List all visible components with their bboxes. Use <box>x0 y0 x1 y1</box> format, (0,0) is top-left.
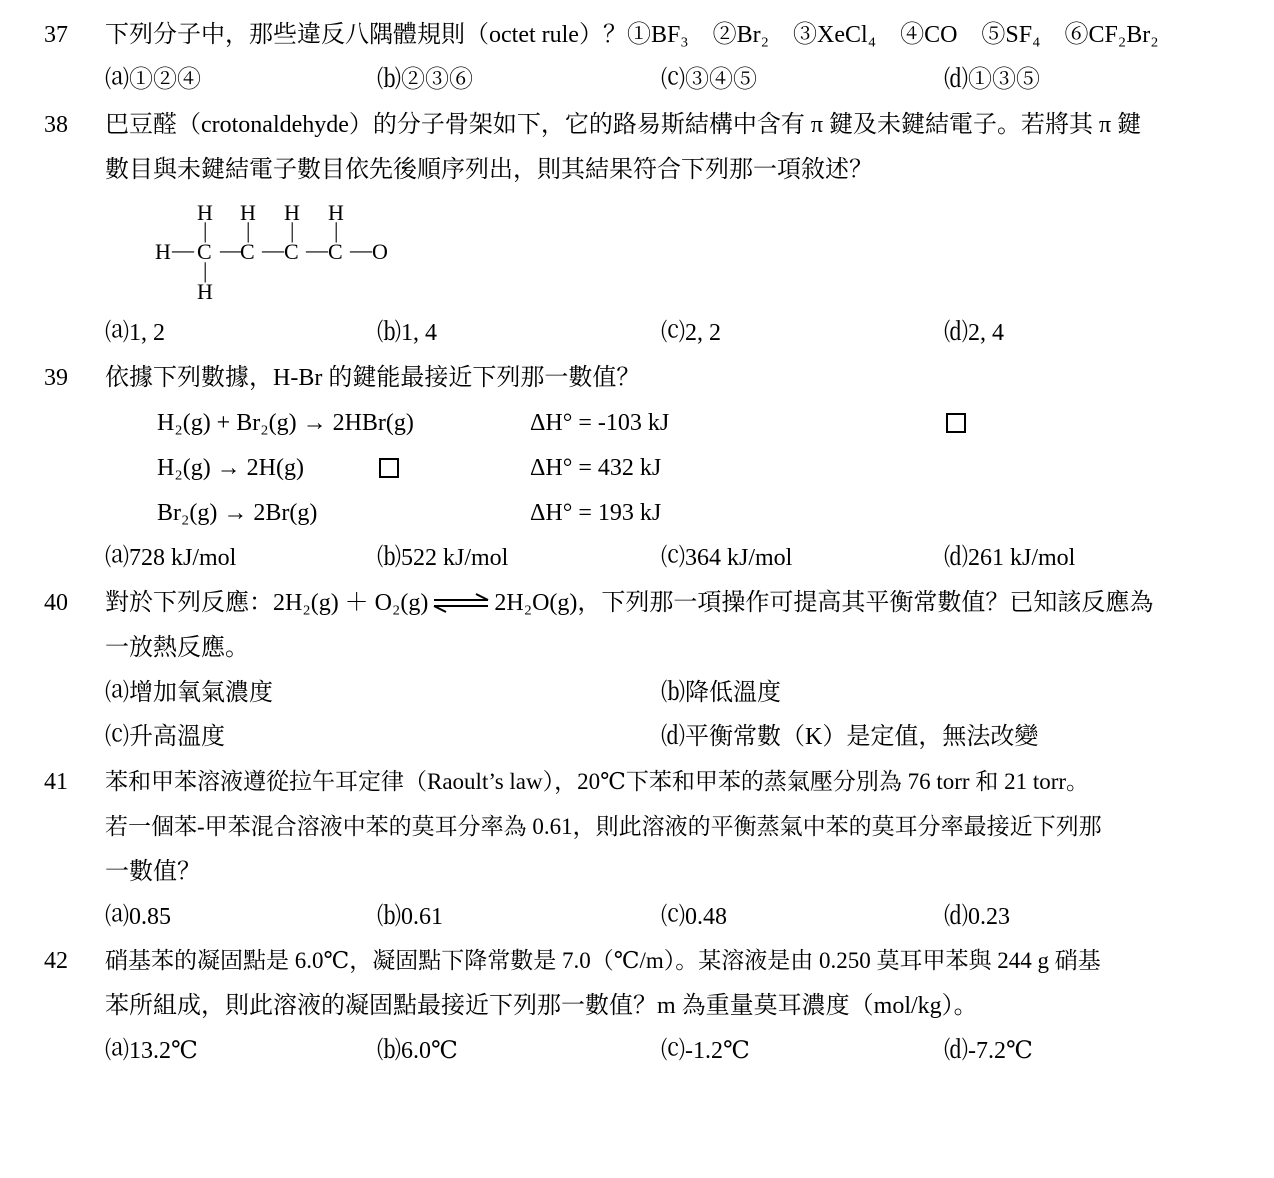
option-a: ⒜1, 2 <box>105 320 165 346</box>
hydrogen-atom: H <box>197 200 213 225</box>
question-text: 一數值？ <box>105 859 201 885</box>
option-c: ⒞-1.2℃ <box>661 1038 750 1064</box>
option-b: ⒝1, 4 <box>377 320 437 346</box>
option-a: ⒜0.85 <box>105 904 171 930</box>
single-bond: — <box>306 237 328 262</box>
carbon-atom: C <box>284 239 299 264</box>
option-d: ⒟平衡常數（K）是定值，無法改變 <box>661 724 1039 750</box>
option-c: ⒞0.48 <box>661 904 727 930</box>
option-c: ⒞③④⑤ <box>661 67 757 93</box>
single-bond: — <box>220 237 242 262</box>
equilibrium-arrow-icon <box>432 593 490 613</box>
question-number: 40 <box>44 590 68 616</box>
option-d: ⒟261 kJ/mol <box>944 545 1076 571</box>
question-text: 一放熱反應。 <box>105 635 249 661</box>
reaction-equation: H₂(g) → 2H(g) <box>157 455 304 481</box>
option-a: ⒜增加氧氣濃度 <box>105 680 273 706</box>
carbon-atom: C <box>328 239 343 264</box>
single-bond: — <box>172 237 194 262</box>
hydrogen-atom: H <box>284 200 300 225</box>
option-d: ⒟2, 4 <box>944 320 1004 346</box>
question-text: 若一個苯-甲苯混合溶液中苯的莫耳分率為 0.61，則此溶液的平衡蒸氣中苯的莫耳分率最接近下列那 <box>105 814 1102 839</box>
single-bond: — <box>262 237 284 262</box>
option-c: ⒞364 kJ/mol <box>661 545 793 571</box>
question-number: 39 <box>44 365 68 391</box>
hydrogen-atom: H <box>155 239 171 264</box>
carbon-atom: C <box>240 239 255 264</box>
option-d: ⒟-7.2℃ <box>944 1038 1033 1064</box>
reaction-equation: Br₂(g) → 2Br(g) <box>157 500 318 526</box>
question-text: 數目與未鍵結電子數目依先後順序列出，則其結果符合下列那一項敘述？ <box>105 157 873 183</box>
hydrogen-atom: H <box>197 279 213 304</box>
reaction-products: 2H₂O(g)，下列那一項操作可提高其平衡常數值？已知該反應為 <box>494 590 1154 616</box>
question-text: 依據下列數據，H-Br 的鍵能最接近下列那一數值？ <box>105 365 641 391</box>
option-b: ⒝②③⑥ <box>377 67 473 93</box>
reaction-reactants: 對於下列反應：2H₂(g) ＋ O₂(g) <box>105 590 429 616</box>
option-b: ⒝降低溫度 <box>661 680 781 706</box>
option-d: ⒟①③⑤ <box>944 67 1040 93</box>
question-number: 41 <box>44 769 68 795</box>
question-text: 苯和甲苯溶液遵從拉午耳定律（Raoult’s law），20℃下苯和甲苯的蒸氣壓分別為 76 torr 和 21 torr。 <box>105 769 1090 794</box>
option-d: ⒟0.23 <box>944 904 1010 930</box>
crotonaldehyde-skeleton <box>150 198 400 308</box>
option-a: ⒜①②④ <box>105 67 201 93</box>
question-text: 巴豆醛（crotonaldehyde）的分子骨架如下，它的路易斯結構中含有 π 鍵及未鍵結電子。若將其 π 鍵 <box>105 112 1142 138</box>
question-text: 下列分子中，那些違反八隅體規則（octet rule）？①BF₃ ②Br₂ ③XeCl₄ ④CO ⑤SF₄ ⑥CF₂Br₂ <box>105 22 1159 48</box>
question-text: 苯所組成，則此溶液的凝固點最接近下列那一數值？m 為重量莫耳濃度（mol/kg）。 <box>105 993 978 1019</box>
single-bond: | <box>246 218 251 243</box>
reaction-equation: H₂(g) + Br₂(g) → 2HBr(g) <box>157 410 414 436</box>
option-c: ⒞2, 2 <box>661 320 721 346</box>
question-number: 37 <box>44 22 68 48</box>
option-b: ⒝0.61 <box>377 904 443 930</box>
question-text <box>105 588 1153 618</box>
question-text: 硝基苯的凝固點是 6.0℃，凝固點下降常數是 7.0（℃/m）。某溶液是由 0.250 莫耳甲苯與 244 g 硝基 <box>105 948 1101 973</box>
oxygen-atom: O <box>372 239 388 264</box>
option-a: ⒜728 kJ/mol <box>105 545 237 571</box>
enthalpy-value: ΔH° = -103 kJ <box>530 410 670 436</box>
question-number: 42 <box>44 948 68 974</box>
single-bond: | <box>290 218 295 243</box>
carbon-atom: C <box>197 239 212 264</box>
hydrogen-atom: H <box>240 200 256 225</box>
enthalpy-value: ΔH° = 432 kJ <box>530 455 662 481</box>
option-a: ⒜13.2℃ <box>105 1038 198 1064</box>
hydrogen-atom: H <box>328 200 344 225</box>
empty-box-glyph <box>946 413 966 433</box>
question-number: 38 <box>44 112 68 138</box>
single-bond: | <box>203 218 208 243</box>
enthalpy-value: ΔH° = 193 kJ <box>530 500 662 526</box>
empty-box-glyph <box>379 458 399 478</box>
option-b: ⒝6.0℃ <box>377 1038 458 1064</box>
option-c: ⒞升高溫度 <box>105 724 225 750</box>
single-bond: — <box>350 237 372 262</box>
option-b: ⒝522 kJ/mol <box>377 545 509 571</box>
single-bond: | <box>334 218 339 243</box>
single-bond: | <box>203 258 208 283</box>
